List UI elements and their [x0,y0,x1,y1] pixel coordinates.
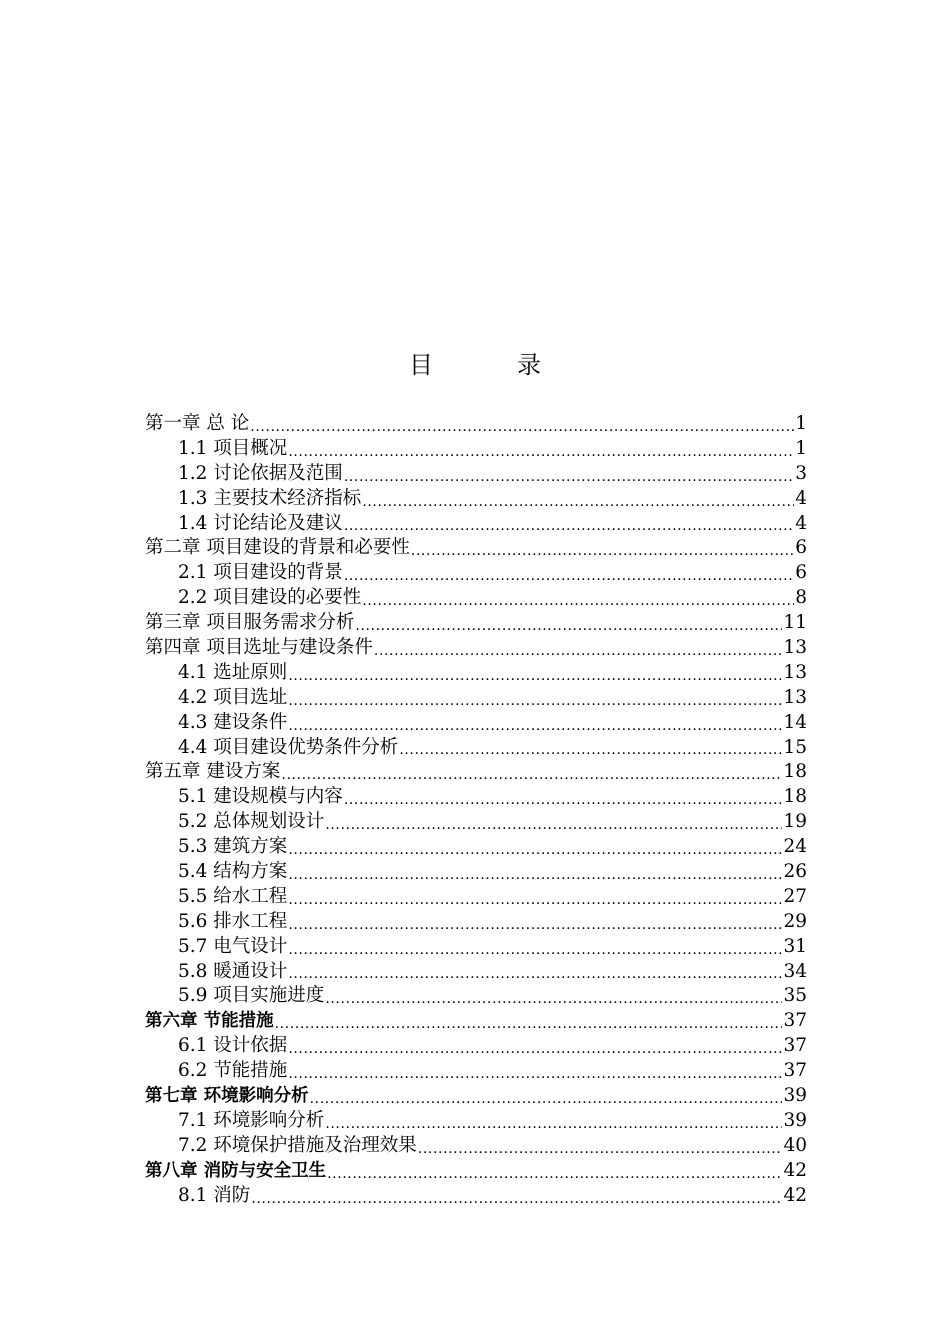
toc-entry-label: 1.3 主要技术经济指标 [178,487,362,509]
toc-entry-label: 5.6 排水工程 [178,910,288,932]
toc-entry-label: 5.3 建筑方案 [178,836,288,858]
toc-section-entry[interactable] [145,437,807,462]
toc-leader-dots [374,641,783,661]
toc-page-number: 31 [783,935,807,957]
toc-leader-dots [288,716,782,736]
toc-page-number: 13 [783,661,807,683]
page-title: 目 录 [409,351,571,379]
toc-entry-label: 8.1 消防 [178,1184,251,1206]
toc-page-number: 29 [783,910,807,932]
toc-section-entry[interactable] [145,711,807,736]
toc-entry-label: 第四章 项目选址与建设条件 [145,637,373,658]
toc-leader-dots [418,1139,783,1159]
toc-section-entry[interactable] [145,1059,807,1084]
toc-entry-label: 1.1 项目概况 [178,437,288,459]
toc-leader-dots [288,890,782,910]
toc-entry-label: 5.1 建设规模与内容 [178,786,343,808]
toc-page-number: 39 [783,1109,807,1131]
toc-chapter-entry[interactable] [145,760,807,785]
toc-section-entry[interactable] [145,1034,807,1059]
toc-entry-label: 第五章 建设方案 [145,761,281,783]
toc-page-number: 24 [783,836,807,858]
toc-page-number: 37 [783,1010,807,1032]
toc-leader-dots [281,765,782,785]
toc-leader-dots [362,591,794,611]
toc-page-number: 37 [783,1035,807,1057]
toc-page-number: 1 [795,437,807,459]
toc-page-number: 39 [783,1085,807,1107]
toc-entry-label: 5.2 总体规划设计 [178,811,325,833]
toc-leader-dots [325,1114,782,1134]
toc-entry-label: 第六章 节能措施 [145,1011,274,1032]
toc-entry-label: 2.1 项目建设的背景 [178,562,343,584]
toc-leader-dots [288,1064,782,1084]
toc-leader-dots [399,740,782,760]
toc-entry-label: 7.2 环境保护措施及治理效果 [178,1134,417,1156]
toc-page-number: 6 [795,537,807,559]
toc-entry-label: 4.4 项目建设优势条件分析 [178,736,399,758]
toc-leader-dots [310,1089,783,1109]
toc-leader-dots [288,964,782,984]
toc-section-entry[interactable] [145,785,807,810]
toc-leader-dots [362,492,794,512]
toc-page-number: 18 [783,786,807,808]
toc-leader-dots [288,442,794,462]
toc-page-number: 6 [795,562,807,584]
toc-entry-label: 6.2 节能措施 [178,1060,288,1082]
toc-entry-label: 5.5 给水工程 [178,885,288,907]
toc-section-entry[interactable] [145,960,807,985]
toc-page-number: 42 [783,1184,807,1206]
toc-entry-label: 第二章 项目建设的背景和必要性 [145,537,410,559]
toc-leader-dots [275,1014,783,1034]
toc-page-number: 35 [783,985,807,1007]
toc-page-number: 3 [795,462,807,484]
toc-section-entry[interactable] [145,835,807,860]
toc-section-entry[interactable] [145,910,807,935]
toc-page-number: 4 [795,487,807,509]
toc-page-number: 26 [783,861,807,883]
toc-entry-label: 4.2 项目选址 [178,686,288,708]
toc-page-number: 1 [795,412,807,434]
toc-leader-dots [250,417,794,437]
toc-entry-label: 2.2 项目建设的必要性 [178,587,362,609]
toc-leader-dots [288,1039,782,1059]
toc-entry-label: 第一章 总 论 [145,412,250,434]
toc-leader-dots [344,467,794,487]
toc-page-number: 8 [795,587,807,609]
toc-entry-label: 4.3 建设条件 [178,711,288,733]
toc-page-number: 15 [783,736,807,758]
toc-section-entry[interactable] [145,935,807,960]
toc-section-entry[interactable] [145,810,807,835]
toc-chapter-entry[interactable] [145,611,807,636]
toc-section-entry[interactable] [145,512,807,537]
toc-page-number: 13 [783,637,807,658]
toc-section-entry[interactable] [145,984,807,1009]
toc-leader-dots [355,616,782,636]
toc-entry-label: 第三章 项目服务需求分析 [145,612,355,634]
toc-section-entry[interactable] [145,462,807,487]
toc-entry-label: 1.2 讨论依据及范围 [178,462,343,484]
toc-section-entry[interactable] [145,885,807,910]
toc-leader-dots [251,1189,782,1209]
toc-chapter-entry[interactable] [145,412,807,437]
toc-page-number: 27 [783,885,807,907]
toc-page-number: 13 [783,686,807,708]
toc-page-number: 11 [783,612,807,634]
toc-section-entry[interactable] [145,1109,807,1134]
toc-page-number: 40 [783,1134,807,1156]
toc-leader-dots [411,541,794,561]
toc-section-entry[interactable] [145,860,807,885]
table-of-contents [145,412,807,1209]
toc-chapter-entry[interactable] [145,1009,807,1034]
toc-page-number: 34 [783,960,807,982]
toc-chapter-entry[interactable] [145,1159,807,1184]
toc-section-entry[interactable] [145,736,807,761]
toc-leader-dots [288,915,782,935]
toc-entry-label: 5.8 暖通设计 [178,960,288,982]
toc-leader-dots [344,790,783,810]
toc-leader-dots [288,691,782,711]
toc-section-entry[interactable] [145,586,807,611]
toc-chapter-entry[interactable] [145,536,807,561]
toc-section-entry[interactable] [145,561,807,586]
toc-entry-label: 4.1 选址原则 [178,661,288,683]
toc-section-entry[interactable] [145,661,807,686]
toc-page-number: 18 [783,761,807,783]
toc-chapter-entry[interactable] [145,1084,807,1109]
toc-leader-dots [327,1164,782,1184]
toc-page-number: 4 [795,512,807,534]
toc-page-number: 19 [783,811,807,833]
toc-entry-label: 第八章 消防与安全卫生 [145,1160,327,1181]
toc-section-entry[interactable] [145,1134,807,1159]
toc-leader-dots [288,840,782,860]
toc-leader-dots [344,516,794,536]
toc-entry-label: 5.9 项目实施进度 [178,985,325,1007]
toc-leader-dots [288,865,782,885]
toc-leader-dots [288,666,782,686]
toc-leader-dots [325,989,782,1009]
toc-page-number: 37 [783,1060,807,1082]
toc-entry-label: 7.1 环境影响分析 [178,1109,325,1131]
toc-entry-label: 5.7 电气设计 [178,935,288,957]
toc-leader-dots [288,940,782,960]
toc-leader-dots [344,566,794,586]
toc-page-number: 42 [783,1159,807,1181]
toc-section-entry[interactable] [145,487,807,512]
toc-leader-dots [325,815,782,835]
toc-entry-label: 1.4 讨论结论及建议 [178,512,343,534]
toc-entry-label: 6.1 设计依据 [178,1035,288,1057]
toc-section-entry[interactable] [145,686,807,711]
toc-entry-label: 5.4 结构方案 [178,861,288,883]
toc-entry-label: 第七章 环境影响分析 [145,1086,309,1107]
toc-chapter-entry[interactable] [145,636,807,661]
toc-page-number: 14 [783,711,807,733]
toc-section-entry[interactable] [145,1184,807,1209]
